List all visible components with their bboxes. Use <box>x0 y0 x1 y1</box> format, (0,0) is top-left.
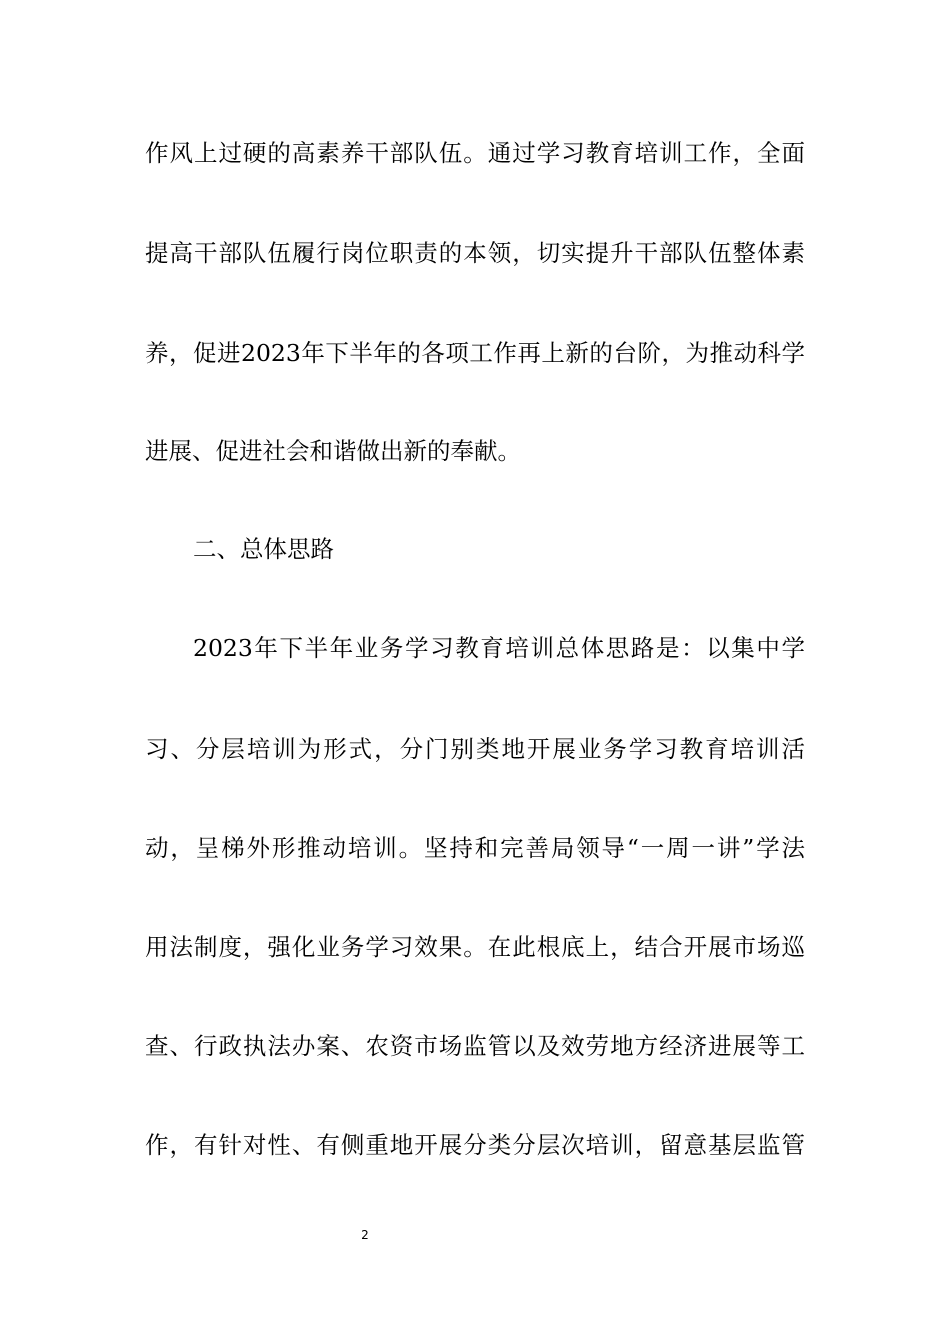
paragraph-line: 养，促进2023年下半年的各项工作再上新的台阶，为推动科学 <box>145 339 805 367</box>
paragraph-line: 习、分层培训为形式，分门别类地开展业务学习教育培训活 <box>145 735 805 763</box>
paragraph-line: 2023年下半年业务学习教育培训总体思路是：以集中学 <box>193 634 805 662</box>
paragraph-line: 作，有针对性、有侧重地开展分类分层次培训，留意基层监管 <box>145 1131 805 1159</box>
paragraph-line: 查、行政执法办案、农资市场监管以及效劳地方经济进展等工 <box>145 1032 805 1060</box>
page-number: 2 <box>361 1228 369 1242</box>
paragraph-line: 提高干部队伍履行岗位职责的本领，切实提升干部队伍整体素 <box>145 239 805 267</box>
paragraph-line: 动，呈梯外形推动培训。坚持和完善局领导“一周一讲”学法 <box>145 834 805 862</box>
paragraph-line: 用法制度，强化业务学习效果。在此根底上，结合开展市场巡 <box>145 933 805 961</box>
paragraph-line: 作风上过硬的高素养干部队伍。通过学习教育培训工作，全面 <box>145 139 805 167</box>
section-heading: 二、总体思路 <box>193 535 334 563</box>
paragraph-line: 进展、促进社会和谐做出新的奉献。 <box>145 437 521 465</box>
